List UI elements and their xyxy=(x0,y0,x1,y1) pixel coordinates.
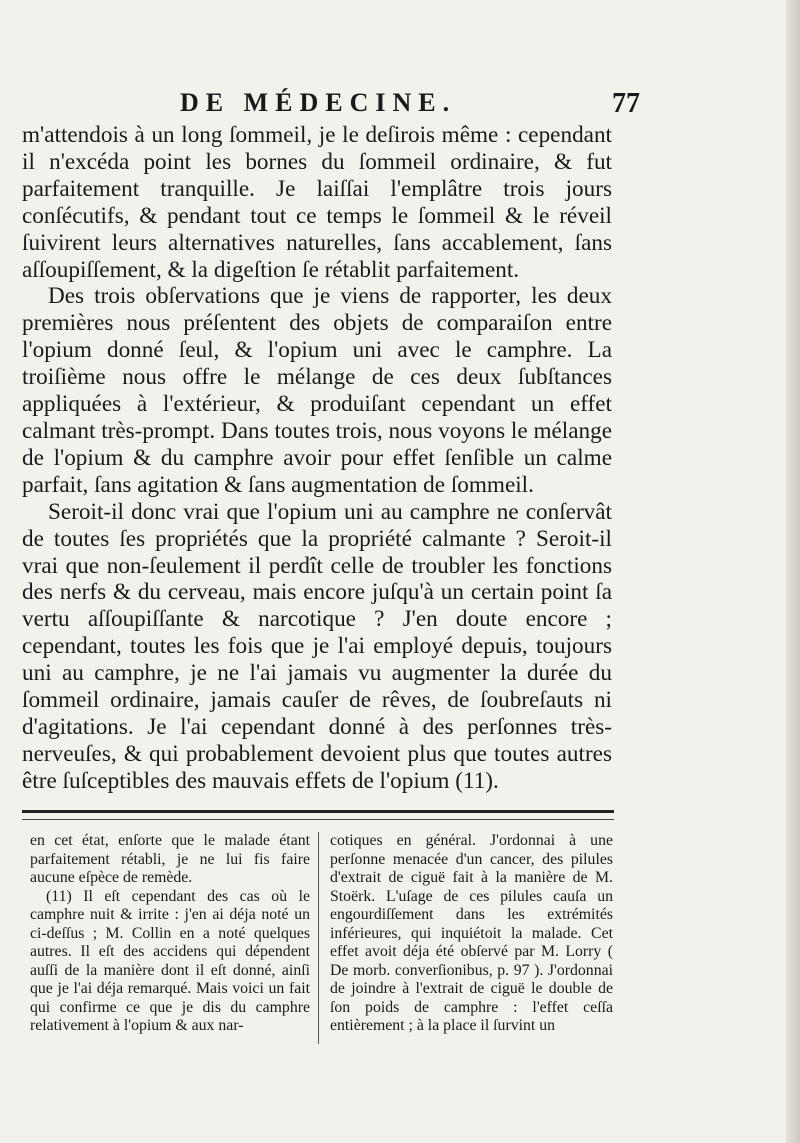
footnote-rule-thick xyxy=(22,810,614,813)
footnotes-right-column xyxy=(330,832,613,1036)
page-number: 77 xyxy=(612,88,640,119)
footnote-11-continuation: cotiques en général. J'ordonnai à une perſonne menacée d'un cancer, des pilules d'extrait de ciguë fait à la manière de M. Stoërk. L'uſage de ces pilules cauſa un engourdiſſement dans les extrémités inférieures, qui inquiétoit la malade. Cet effet avoit déja été obſervé par M. Lorry ( De morb. converſionibus, p. 97 ). J'ordonnai de joindre à l'extrait de ciguë le double de ſon poids de camphre : l'effet ceſſa entièrement ; à la place il ſurvint un xyxy=(330,832,613,1034)
running-title: DE MÉDECINE. xyxy=(180,88,457,117)
paragraph-observations: Des trois obſervations que je viens de rapporter, les deux premières nous préſentent des objets de comparaiſon entre l'opium donné ſeul, & l'opium uni avec le camphre. La troiſième nous offre le mélange de ces deux ſubſtances appliquées à l'extérieur, & produiſant cependant un effet calmant très-prompt. Dans toutes trois, nous voyons le mélange de l'opium & du camphre avoir pour effet ſenſible un calme parfait, ſans agitation & ſans augmentation de ſommeil. xyxy=(22,283,612,498)
footnote-continuation: en cet état, enſorte que le malade étant parfaitement rétabli, je ne lui fis faire aucune eſpèce de remède. xyxy=(30,832,310,886)
footnote-11: (11) Il eſt cependant des cas où le camphre nuit & irrite : j'en ai déja noté un ci-deſſus ; M. Collin en a noté quelques autres. Il eſt des accidens qui dépendent auſſi de la manière dont il eſt donné, ainſi que je l'ai déja remarqué. Mais voici un fait qui confirme ce que je dis du camphre relativement à l'opium & aux nar- xyxy=(30,887,310,1034)
footnotes-left-column xyxy=(30,832,310,1036)
main-text-body xyxy=(22,122,612,795)
page-edge xyxy=(786,0,800,1143)
paragraph-continuation: m'attendois à un long ſommeil, je le deſirois même : cependant il n'excéda point les bornes du ſommeil ordinaire, & fut parfaitement tranquille. Je laiſſai l'emplâtre trois jours conſécutifs, & pendant tout ce temps le ſommeil & le réveil ſuivirent leurs alternatives naturelles, ſans accablement, ſans aſſoupiſſement, & la digeſtion ſe rétablit parfaitement. xyxy=(22,122,612,283)
footnote-rule-thin xyxy=(22,819,614,820)
footnote-column-divider xyxy=(318,832,319,1044)
paragraph-question: Seroit-il donc vrai que l'opium uni au camphre ne conſervât de toutes ſes propriétés que la propriété calmante ? Seroit-il vrai que non-ſeulement il perdît celle de troubler les fonctions des nerfs & du cerveau, mais encore juſqu'à un certain point ſa vertu aſſoupiſſante & narcotique ? J'en doute encore ; cependant, toutes les fois que je l'ai employé depuis, toujours uni au camphre, je ne l'ai jamais vu augmenter la durée du ſommeil ordinaire, jamais cauſer de rêves, de ſoubreſauts ni d'agitations. Je l'ai cependant donné à des perſonnes très-nerveuſes, & qui probablement devoient plus que toutes autres être ſuſceptibles des mauvais effets de l'opium (11). xyxy=(22,498,612,794)
